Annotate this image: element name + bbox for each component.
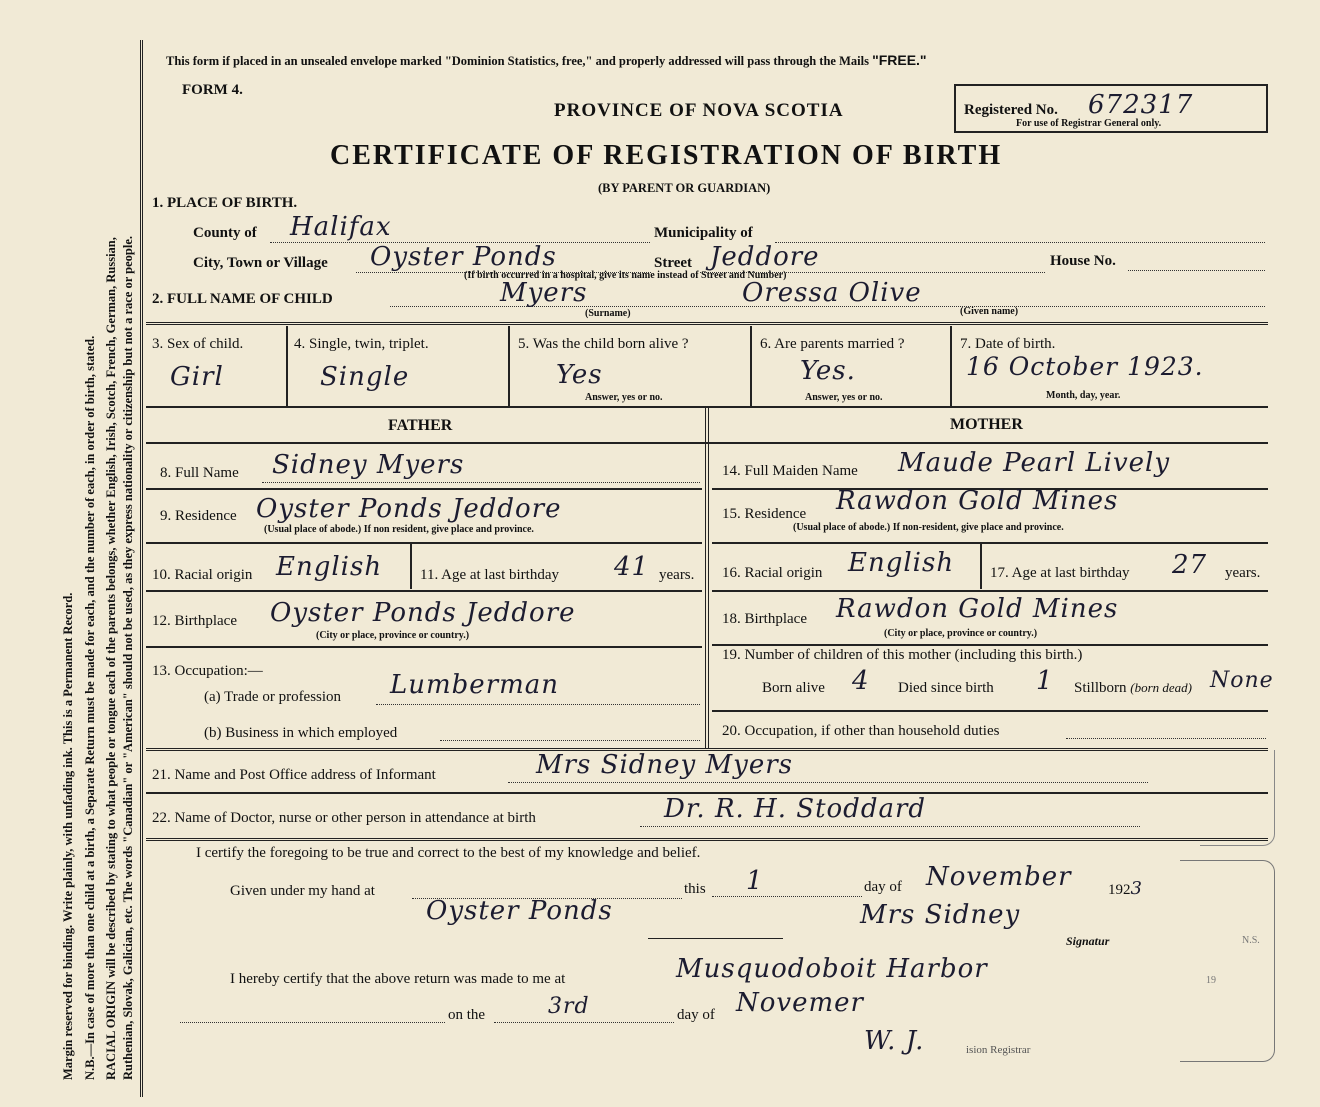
father-name-value: Sidney Myers	[272, 450, 465, 480]
signature-line	[648, 938, 783, 939]
trade-label: (a) Trade or profession	[204, 689, 342, 705]
plurality-label: 4. Single, twin, triplet.	[294, 336, 429, 352]
mother-occupation-label: 20. Occupation, if other than household duties	[722, 723, 1000, 739]
rule-f8	[146, 488, 702, 490]
registered-box	[954, 84, 1268, 133]
mother-birthplace-label: 18. Birthplace	[722, 611, 807, 627]
on-the-line	[494, 1022, 674, 1023]
mother-residence-label: 15. Residence	[722, 506, 807, 522]
signature-caption: Signatur	[1066, 934, 1110, 948]
mother-birthplace-value: Rawdon Gold Mines	[836, 594, 1119, 624]
mother-age-label: 17. Age at last birthday	[990, 565, 1130, 581]
father-age-unit: years.	[659, 567, 695, 583]
rule-22	[146, 838, 1268, 841]
father-residence-caption: (Usual place of abode.) If non resident, give place and province.	[264, 524, 534, 535]
mother-occupation-line	[1066, 738, 1266, 739]
divider-3-4	[286, 326, 288, 406]
father-heading: FATHER	[388, 417, 453, 434]
registrar-place-value: Musquodoboit Harbor	[676, 954, 988, 984]
registrar-statement: I hereby certify that the above return was made to me at	[230, 971, 566, 987]
rule-f10	[146, 590, 702, 592]
birth-date-label: 7. Date of birth.	[960, 336, 1056, 352]
father-race-value: English	[276, 552, 383, 582]
divider-6-7	[950, 326, 952, 406]
business-line	[440, 740, 700, 741]
mother-residence-value: Rawdon Gold Mines	[836, 486, 1119, 516]
rule-m16	[712, 590, 1268, 592]
form-number: FORM 4.	[182, 82, 243, 98]
died-count-label: Died since birth	[898, 680, 994, 696]
rule-f12	[146, 646, 702, 648]
street-value: Jeddore	[710, 242, 820, 272]
divider-10-11	[410, 543, 412, 589]
given-year-prefix: 192	[1108, 882, 1131, 898]
father-race-label: 10. Racial origin	[152, 567, 253, 583]
registrar-initials: W. J.	[864, 1026, 925, 1056]
father-age-label: 11. Age at last birthday	[420, 567, 559, 583]
this-day-line	[712, 896, 862, 897]
county-value: Halifax	[290, 212, 392, 242]
mother-residence-caption: (Usual place of abode.) If non-resident, give place and province.	[793, 522, 1064, 533]
mother-birthplace-caption: (City or place, province or country.)	[884, 628, 1038, 639]
province-title: PROVINCE OF NOVA SCOTIA	[554, 100, 844, 121]
this-label: this	[684, 881, 706, 897]
given-day-value: 1	[746, 866, 764, 896]
margin-rule	[140, 40, 143, 1097]
divider-16-17	[980, 543, 982, 589]
informant-line	[508, 782, 1148, 783]
registrar-day-of-label: day of	[677, 1007, 715, 1023]
underlying-form-edge-2	[1200, 750, 1275, 846]
child-given-name: Oressa Olive	[742, 278, 922, 308]
rule-row3-top	[146, 322, 1268, 325]
father-age-value: 41	[614, 552, 650, 582]
father-name-line	[262, 482, 700, 483]
on-the-label: on the	[448, 1007, 486, 1023]
child-surname: Myers	[500, 278, 588, 308]
mother-name-value: Maude Pearl Lively	[898, 448, 1171, 478]
divider-4-5	[508, 326, 510, 406]
mother-heading: MOTHER	[950, 416, 1023, 433]
mail-notice	[166, 52, 927, 69]
rule-m15	[712, 542, 1268, 544]
father-name-label: 8. Full Name	[160, 465, 239, 481]
sex-label: 3. Sex of child.	[152, 336, 244, 352]
mother-race-label: 16. Racial origin	[722, 565, 823, 581]
informant-signature: Mrs Sidney	[860, 900, 1021, 930]
trade-line	[376, 704, 700, 705]
father-residence-value: Oyster Ponds Jeddore	[256, 494, 562, 524]
municipality-line	[775, 242, 1265, 243]
answer-caption-6: Answer, yes or no.	[805, 392, 883, 403]
given-caption: (Given name)	[960, 306, 1019, 317]
given-place-value: Oyster Ponds	[426, 896, 613, 926]
informant-value: Mrs Sidney Myers	[536, 750, 793, 780]
rule-heading	[146, 442, 1268, 444]
married-value: Yes.	[800, 356, 856, 386]
divider-5-6	[750, 326, 752, 406]
stillborn-label	[1074, 680, 1192, 697]
registrar-month-value: Novemer	[736, 988, 864, 1018]
day-of-label: day of	[864, 879, 902, 895]
given-under-label: Given under my hand at	[230, 883, 375, 899]
died-count: 1	[1036, 666, 1054, 696]
stillborn-note: (born dead)	[1130, 680, 1193, 695]
margin-line-2: N.B.—In case of more than one child at a birth, a Separate Return must be made for each, and the number of each, in order of birth, stated.	[83, 335, 97, 1080]
rule-m19	[712, 710, 1268, 712]
business-label: (b) Business in which employed	[204, 725, 398, 741]
informant-label: 21. Name and Post Office address of Informant	[152, 767, 436, 783]
mother-age-value: 27	[1172, 550, 1208, 580]
city-label: City, Town or Village	[193, 255, 328, 271]
children-count-label: 19. Number of children of this mother (including this birth.)	[722, 647, 1083, 663]
registrar-year-prefix: 19	[1206, 975, 1216, 986]
registrar-day-value: 3rd	[548, 994, 590, 1019]
sex-value: Girl	[170, 362, 224, 392]
house-line	[1128, 270, 1265, 271]
street-label: Street	[654, 255, 693, 271]
trade-value: Lumberman	[390, 670, 560, 700]
born-alive-count: 4	[852, 666, 870, 696]
hospital-note: (If birth occurred in a hospital, give its name instead of Street and Number)	[464, 270, 787, 281]
answer-caption-5: Answer, yes or no.	[585, 392, 663, 403]
rule-m18	[712, 644, 1268, 646]
margin-line-3: RACIAL ORIGIN will be described by stating to what people or tongue each of the parents belongs, whether English, Irish, Scotch, French, German, Russian,	[104, 237, 118, 1080]
parents-divider	[705, 406, 709, 748]
certificate-subtitle: (BY PARENT OR GUARDIAN)	[598, 181, 771, 195]
underlying-form-edge	[1180, 860, 1275, 1062]
born-alive-value: Yes	[556, 360, 603, 390]
margin-line-4: Ruthenian, Slovak, Galician, etc. The words "Canadian" or "American" should not be used, as they express nationality or citizenship but not a race or people.	[121, 235, 135, 1080]
mother-name-label: 14. Full Maiden Name	[722, 463, 858, 479]
father-residence-label: 9. Residence	[160, 508, 237, 524]
birth-date-value: 16 October 1923.	[966, 352, 1204, 381]
registrar-caption: ision Registrar	[966, 1044, 1031, 1056]
ns-label: N.S.	[1242, 935, 1260, 946]
registered-note: For use of Registrar General only.	[1016, 118, 1162, 129]
given-year-digit: 3	[1130, 878, 1143, 899]
margin-notes	[60, 40, 137, 1080]
doctor-value: Dr. R. H. Stoddard	[664, 794, 927, 824]
margin-line-1: Margin reserved for binding. Write plainly, with unfading ink. This is a Permanent Record.	[61, 592, 75, 1080]
surname-caption: (Surname)	[585, 308, 631, 319]
house-label: House No.	[1050, 253, 1116, 269]
city-value: Oyster Ponds	[370, 242, 557, 272]
free-label: "FREE."	[872, 52, 927, 68]
rule-f9	[146, 542, 702, 544]
registered-number: 672317	[1088, 90, 1194, 120]
place-of-birth-heading: 1. PLACE OF BIRTH.	[152, 195, 298, 211]
child-name-label: 2. FULL NAME OF CHILD	[152, 291, 333, 307]
given-month-value: November	[926, 862, 1072, 892]
occupation-label: 13. Occupation:—	[152, 663, 263, 679]
mother-age-unit: years.	[1225, 565, 1261, 581]
mail-notice-text: This form if placed in an unsealed envelope marked "Dominion Statistics, free," and properly addressed will pass through the Mails	[166, 54, 873, 68]
doctor-label: 22. Name of Doctor, nurse or other person in attendance at birth	[152, 810, 536, 826]
stillborn-count: None	[1210, 668, 1274, 693]
married-label: 6. Are parents married ?	[760, 336, 905, 352]
doctor-line	[640, 826, 1140, 827]
father-birthplace-caption: (City or place, province or country.)	[316, 630, 470, 641]
mother-race-value: English	[848, 548, 955, 578]
given-year	[1108, 878, 1143, 899]
born-alive-count-label: Born alive	[762, 680, 825, 696]
date-caption: Month, day, year.	[1046, 390, 1121, 401]
certificate-title: CERTIFICATE OF REGISTRATION OF BIRTH	[330, 140, 1003, 171]
municipality-label: Municipality of	[654, 225, 753, 241]
registered-label: Registered No.	[964, 102, 1058, 118]
certify-statement: I certify the foregoing to be true and correct to the best of my knowledge and belief.	[196, 845, 701, 861]
born-alive-label: 5. Was the child born alive ?	[518, 336, 689, 352]
registrar-left-line	[180, 1022, 445, 1023]
plurality-value: Single	[320, 362, 410, 392]
stillborn-text: Stillborn	[1074, 680, 1127, 696]
father-birthplace-value: Oyster Ponds Jeddore	[270, 598, 576, 628]
county-label: County of	[193, 225, 257, 241]
father-birthplace-label: 12. Birthplace	[152, 613, 237, 629]
